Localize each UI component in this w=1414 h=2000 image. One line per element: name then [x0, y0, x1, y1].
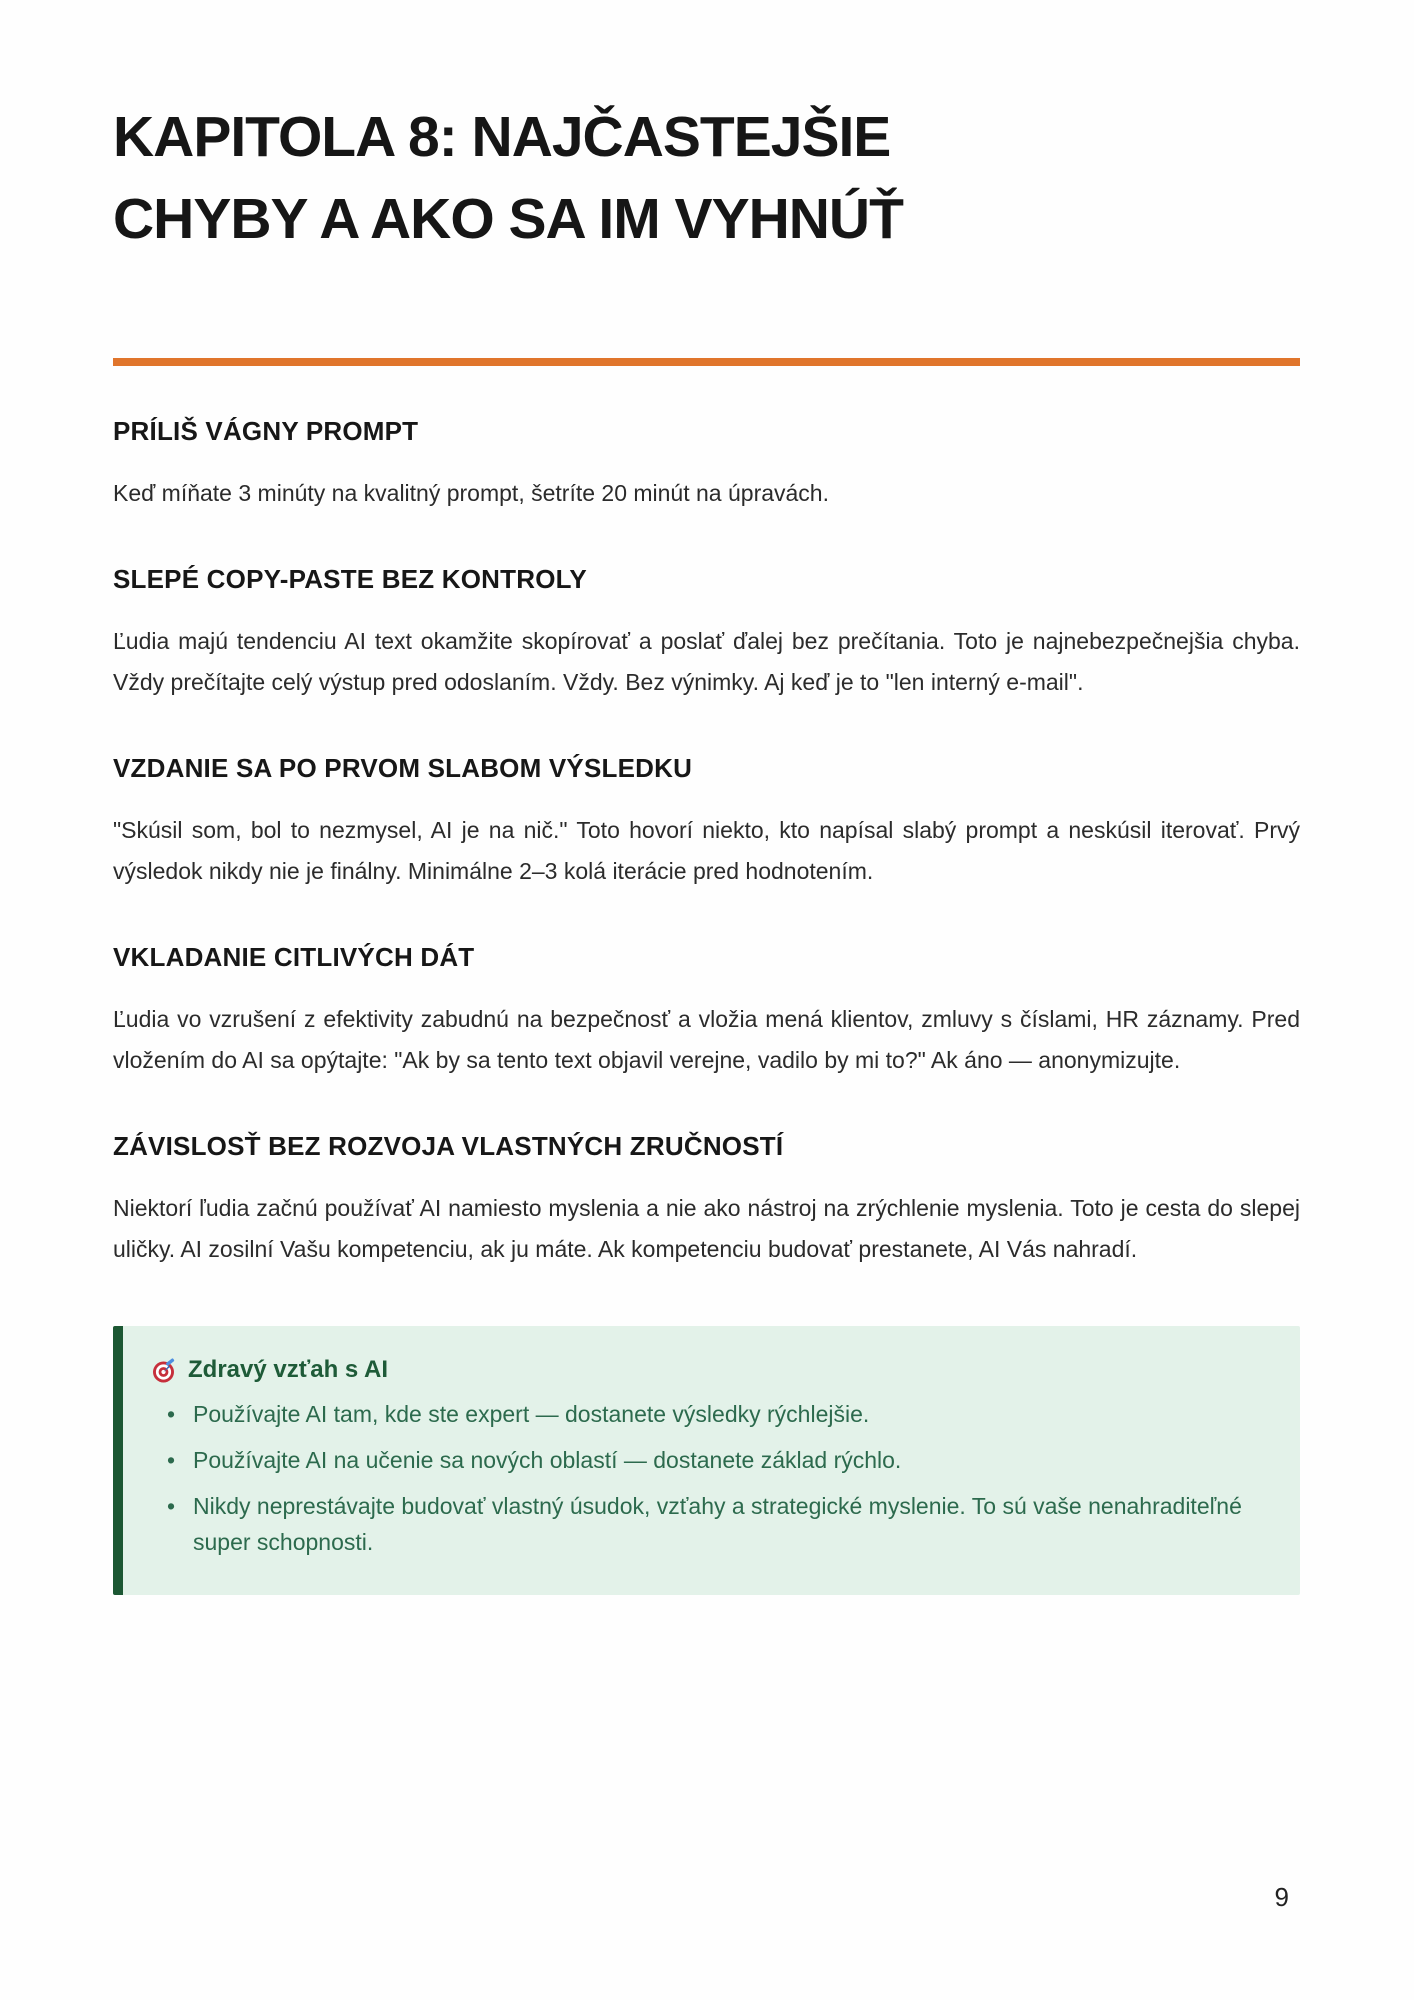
callout-bullet: • Používajte AI na učenie sa nových oblastí — dostanete základ rýchlo.: [151, 1442, 1270, 1479]
section-copy-paste: [113, 562, 1300, 703]
page-number: 9: [1274, 1882, 1289, 1912]
section-body: Niektorí ľudia začnú používať AI namiesto myslenia a nie ako nástroj na zrýchlenie myslenia. Toto je cesta do slepej uličky. AI zosilní Vašu kompetenciu, ak ju máte. Ak kompetenciu budovať prestanete, AI Vás nahradí.: [113, 1195, 1300, 1263]
section-heading: VZDANIE SA PO PRVOM SLABOM VÝSLEDKU: [113, 753, 693, 784]
section-dependency: [113, 1129, 1300, 1270]
chapter-title: KAPITOLA 8: NAJČASTEJŠIE CHYBY A AKO SA IM VYHNÚŤ: [113, 105, 903, 252]
section-sensitive-data: [113, 940, 1300, 1081]
section-giving-up: [113, 751, 1300, 892]
callout-title-row: [151, 1356, 1270, 1384]
section-body: Ľudia vo vzrušení z efektivity zabudnú na bezpečnosť a vložia mená klientov, zmluvy s číslami, HR záznamy. Pred vložením do AI sa opýtajte: "Ak by sa tento text objavil verejne, vadilo by mi to?" Ak áno — anonymizujte.: [113, 1006, 1300, 1074]
section-heading: PRÍLIŠ VÁGNY PROMPT: [113, 416, 419, 447]
section-heading: VKLADANIE CITLIVÝCH DÁT: [113, 942, 475, 973]
target-icon: [151, 1357, 178, 1384]
section-heading: ZÁVISLOSŤ BEZ ROZVOJA VLASTNÝCH ZRUČNOSTÍ: [113, 1131, 784, 1162]
accent-divider: [113, 358, 1300, 366]
section-vague-prompt: [113, 414, 1300, 514]
callout-title: Zdravý vzťah s AI: [188, 1356, 389, 1384]
section-heading: SLEPÉ COPY-PASTE BEZ KONTROLY: [113, 564, 587, 595]
callout-box: [113, 1326, 1300, 1595]
section-body: Keď míňate 3 minúty na kvalitný prompt, šetríte 20 minút na úpravách.: [113, 480, 829, 507]
section-body: "Skúsil som, bol to nezmysel, AI je na nič." Toto hovorí niekto, kto napísal slabý prompt a neskúsil iterovať. Prvý výsledok nikdy nie je finálny. Minimálne 2–3 kolá iterácie pred hodnotením.: [113, 817, 1300, 885]
callout-bullet: • Používajte AI tam, kde ste expert — dostanete výsledky rýchlejšie.: [151, 1396, 1270, 1433]
callout-bullet: • Nikdy neprestávajte budovať vlastný úsudok, vzťahy a strategické myslenie. To sú vaše nenahraditeľné super schopnosti.: [151, 1488, 1270, 1562]
section-body: Ľudia majú tendenciu AI text okamžite skopírovať a poslať ďalej bez prečítania. Toto je najnebezpečnejšia chyba. Vždy prečítajte celý výstup pred odoslaním. Vždy. Bez výnimky. Aj keď je to "len interný e-mail".: [113, 628, 1300, 696]
